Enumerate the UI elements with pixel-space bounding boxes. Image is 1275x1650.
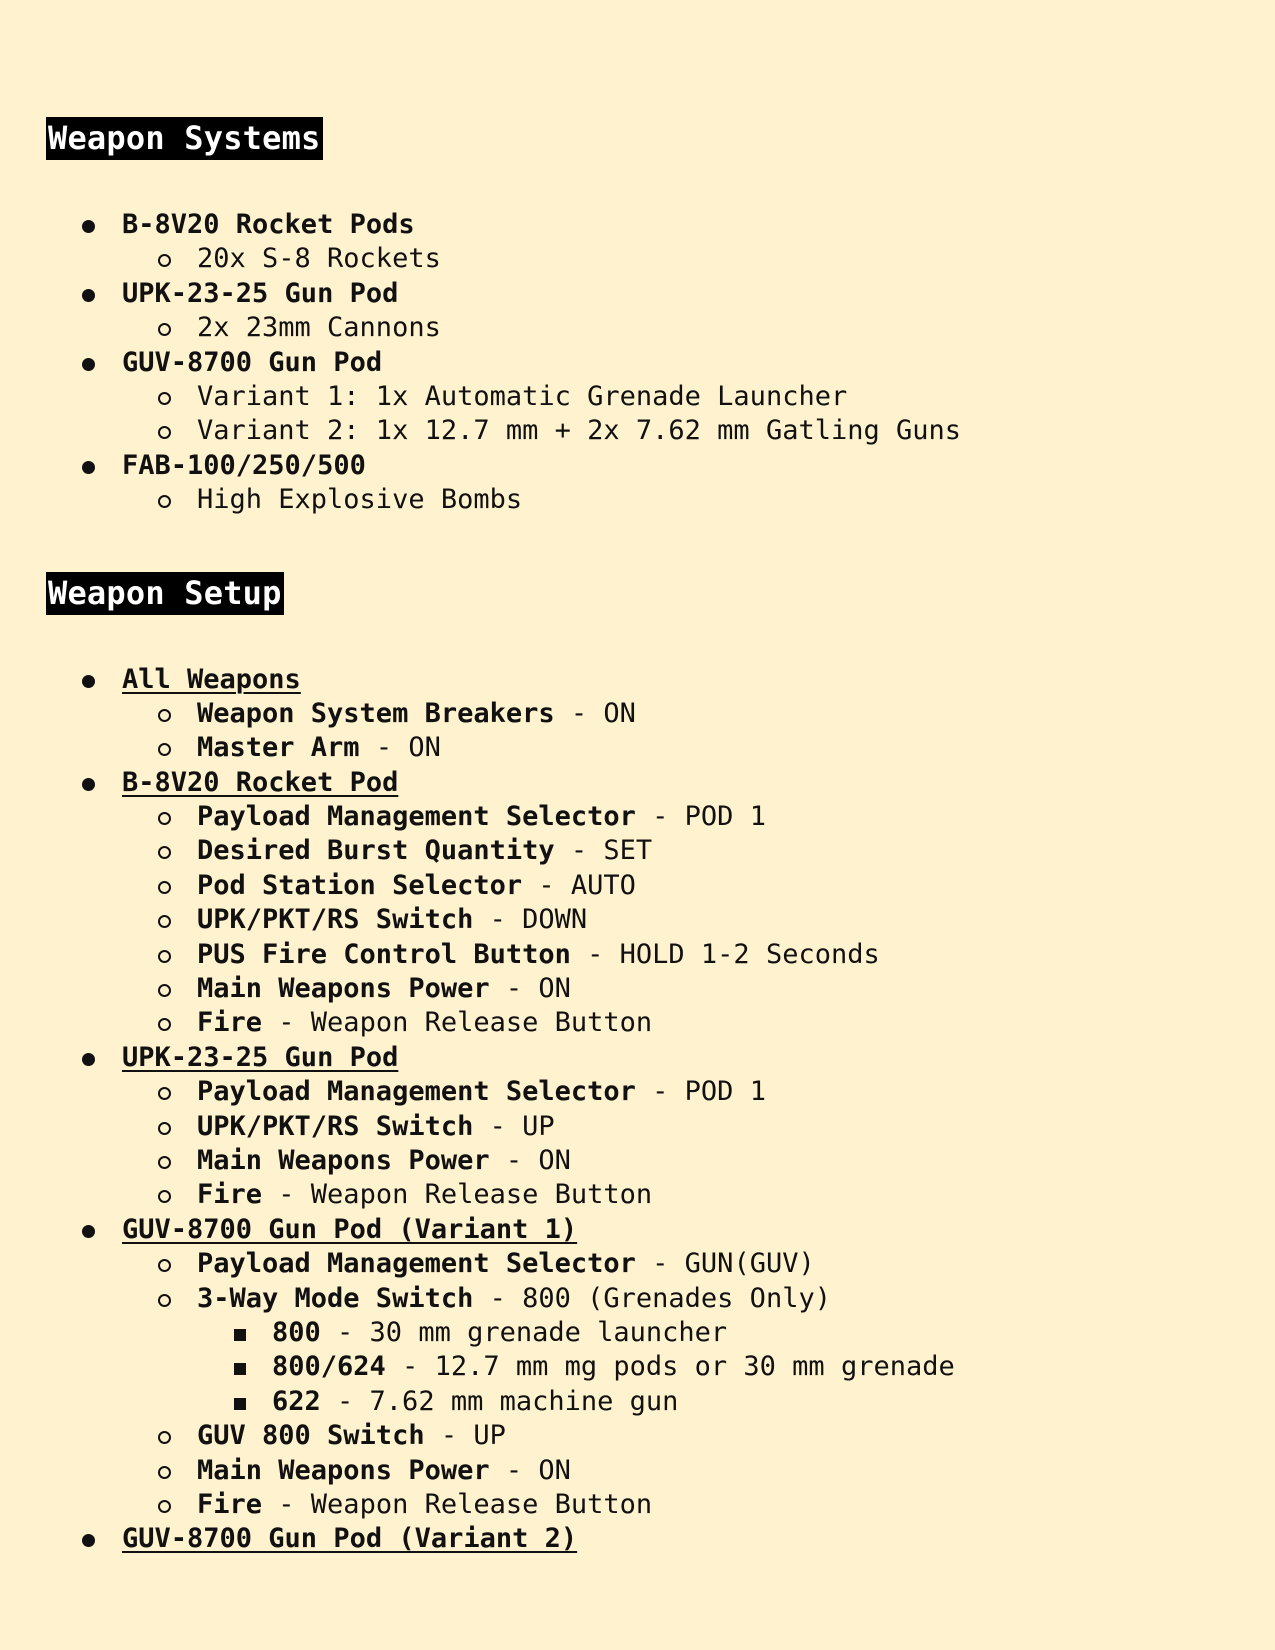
bullet-ring-icon <box>158 1419 171 1453</box>
bullet-ring-icon <box>158 1488 171 1522</box>
list-item: Master Arm - ON <box>46 731 1245 765</box>
list-item: Desired Burst Quantity - SET <box>46 834 1245 868</box>
list-item: FAB-100/250/500 <box>46 449 1245 483</box>
bullet-dot-icon <box>82 766 95 800</box>
bullet-ring-icon <box>158 483 171 517</box>
list-item: UPK/PKT/RS Switch - UP <box>46 1110 1245 1144</box>
list-item: Main Weapons Power - ON <box>46 972 1245 1006</box>
weapon-setup-list <box>46 663 1245 1557</box>
list-item: Weapon System Breakers - ON <box>46 697 1245 731</box>
bullet-ring-icon <box>158 834 171 868</box>
list-item: Variant 1: 1x Automatic Grenade Launcher <box>46 380 1245 414</box>
list-item: GUV-8700 Gun Pod (Variant 1) <box>46 1213 1245 1247</box>
list-item: 3-Way Mode Switch - 800 (Grenades Only) <box>46 1282 1245 1316</box>
list-item: Main Weapons Power - ON <box>46 1144 1245 1178</box>
bullet-ring-icon <box>158 1110 171 1144</box>
bullet-ring-icon <box>158 1282 171 1316</box>
document-page <box>46 117 1245 1557</box>
list-item: All Weapons <box>46 663 1245 697</box>
list-item: PUS Fire Control Button - HOLD 1-2 Seconds <box>46 938 1245 972</box>
list-item: 800 - 30 mm grenade launcher <box>46 1316 1245 1350</box>
bullet-square-icon <box>234 1316 246 1350</box>
list-item: Variant 2: 1x 12.7 mm + 2x 7.62 mm Gatling Guns <box>46 414 1245 448</box>
list-item: Fire - Weapon Release Button <box>46 1178 1245 1212</box>
bullet-ring-icon <box>158 1075 171 1109</box>
list-item: Fire - Weapon Release Button <box>46 1488 1245 1522</box>
list-item: Payload Management Selector - GUN(GUV) <box>46 1247 1245 1281</box>
list-item: UPK-23-25 Gun Pod <box>46 277 1245 311</box>
bullet-dot-icon <box>82 663 95 697</box>
bullet-ring-icon <box>158 1178 171 1212</box>
list-item: UPK/PKT/RS Switch - DOWN <box>46 903 1245 937</box>
bullet-square-icon <box>234 1350 246 1384</box>
bullet-ring-icon <box>158 1006 171 1040</box>
list-item: B-8V20 Rocket Pod <box>46 766 1245 800</box>
bullet-square-icon <box>234 1385 246 1419</box>
bullet-dot-icon <box>82 277 95 311</box>
bullet-dot-icon <box>82 346 95 380</box>
list-item: Fire - Weapon Release Button <box>46 1006 1245 1040</box>
section-heading-weapon-setup: Weapon Setup <box>46 572 284 615</box>
bullet-ring-icon <box>158 972 171 1006</box>
list-item: Payload Management Selector - POD 1 <box>46 1075 1245 1109</box>
list-item: GUV 800 Switch - UP <box>46 1419 1245 1453</box>
list-item: 622 - 7.62 mm machine gun <box>46 1385 1245 1419</box>
bullet-ring-icon <box>158 414 171 448</box>
bullet-ring-icon <box>158 697 171 731</box>
bullet-ring-icon <box>158 731 171 765</box>
bullet-dot-icon <box>82 1041 95 1075</box>
list-item: 800/624 - 12.7 mm mg pods or 30 mm grenade <box>46 1350 1245 1384</box>
list-item: GUV-8700 Gun Pod <box>46 346 1245 380</box>
list-item: UPK-23-25 Gun Pod <box>46 1041 1245 1075</box>
list-item: Pod Station Selector - AUTO <box>46 869 1245 903</box>
list-item: Payload Management Selector - POD 1 <box>46 800 1245 834</box>
bullet-ring-icon <box>158 311 171 345</box>
bullet-ring-icon <box>158 869 171 903</box>
bullet-dot-icon <box>82 1213 95 1247</box>
bullet-ring-icon <box>158 242 171 276</box>
bullet-ring-icon <box>158 903 171 937</box>
weapon-systems-list <box>46 208 1245 518</box>
bullet-dot-icon <box>82 208 95 242</box>
bullet-ring-icon <box>158 1247 171 1281</box>
list-item: Main Weapons Power - ON <box>46 1454 1245 1488</box>
bullet-ring-icon <box>158 1454 171 1488</box>
list-item: High Explosive Bombs <box>46 483 1245 517</box>
bullet-ring-icon <box>158 800 171 834</box>
bullet-dot-icon <box>82 449 95 483</box>
list-item: GUV-8700 Gun Pod (Variant 2) <box>46 1522 1245 1556</box>
list-item: B-8V20 Rocket Pods <box>46 208 1245 242</box>
list-item: 20x S-8 Rockets <box>46 242 1245 276</box>
bullet-ring-icon <box>158 380 171 414</box>
section-heading-weapon-systems: Weapon Systems <box>46 117 323 160</box>
bullet-ring-icon <box>158 938 171 972</box>
bullet-dot-icon <box>82 1522 95 1556</box>
bullet-ring-icon <box>158 1144 171 1178</box>
list-item: 2x 23mm Cannons <box>46 311 1245 345</box>
